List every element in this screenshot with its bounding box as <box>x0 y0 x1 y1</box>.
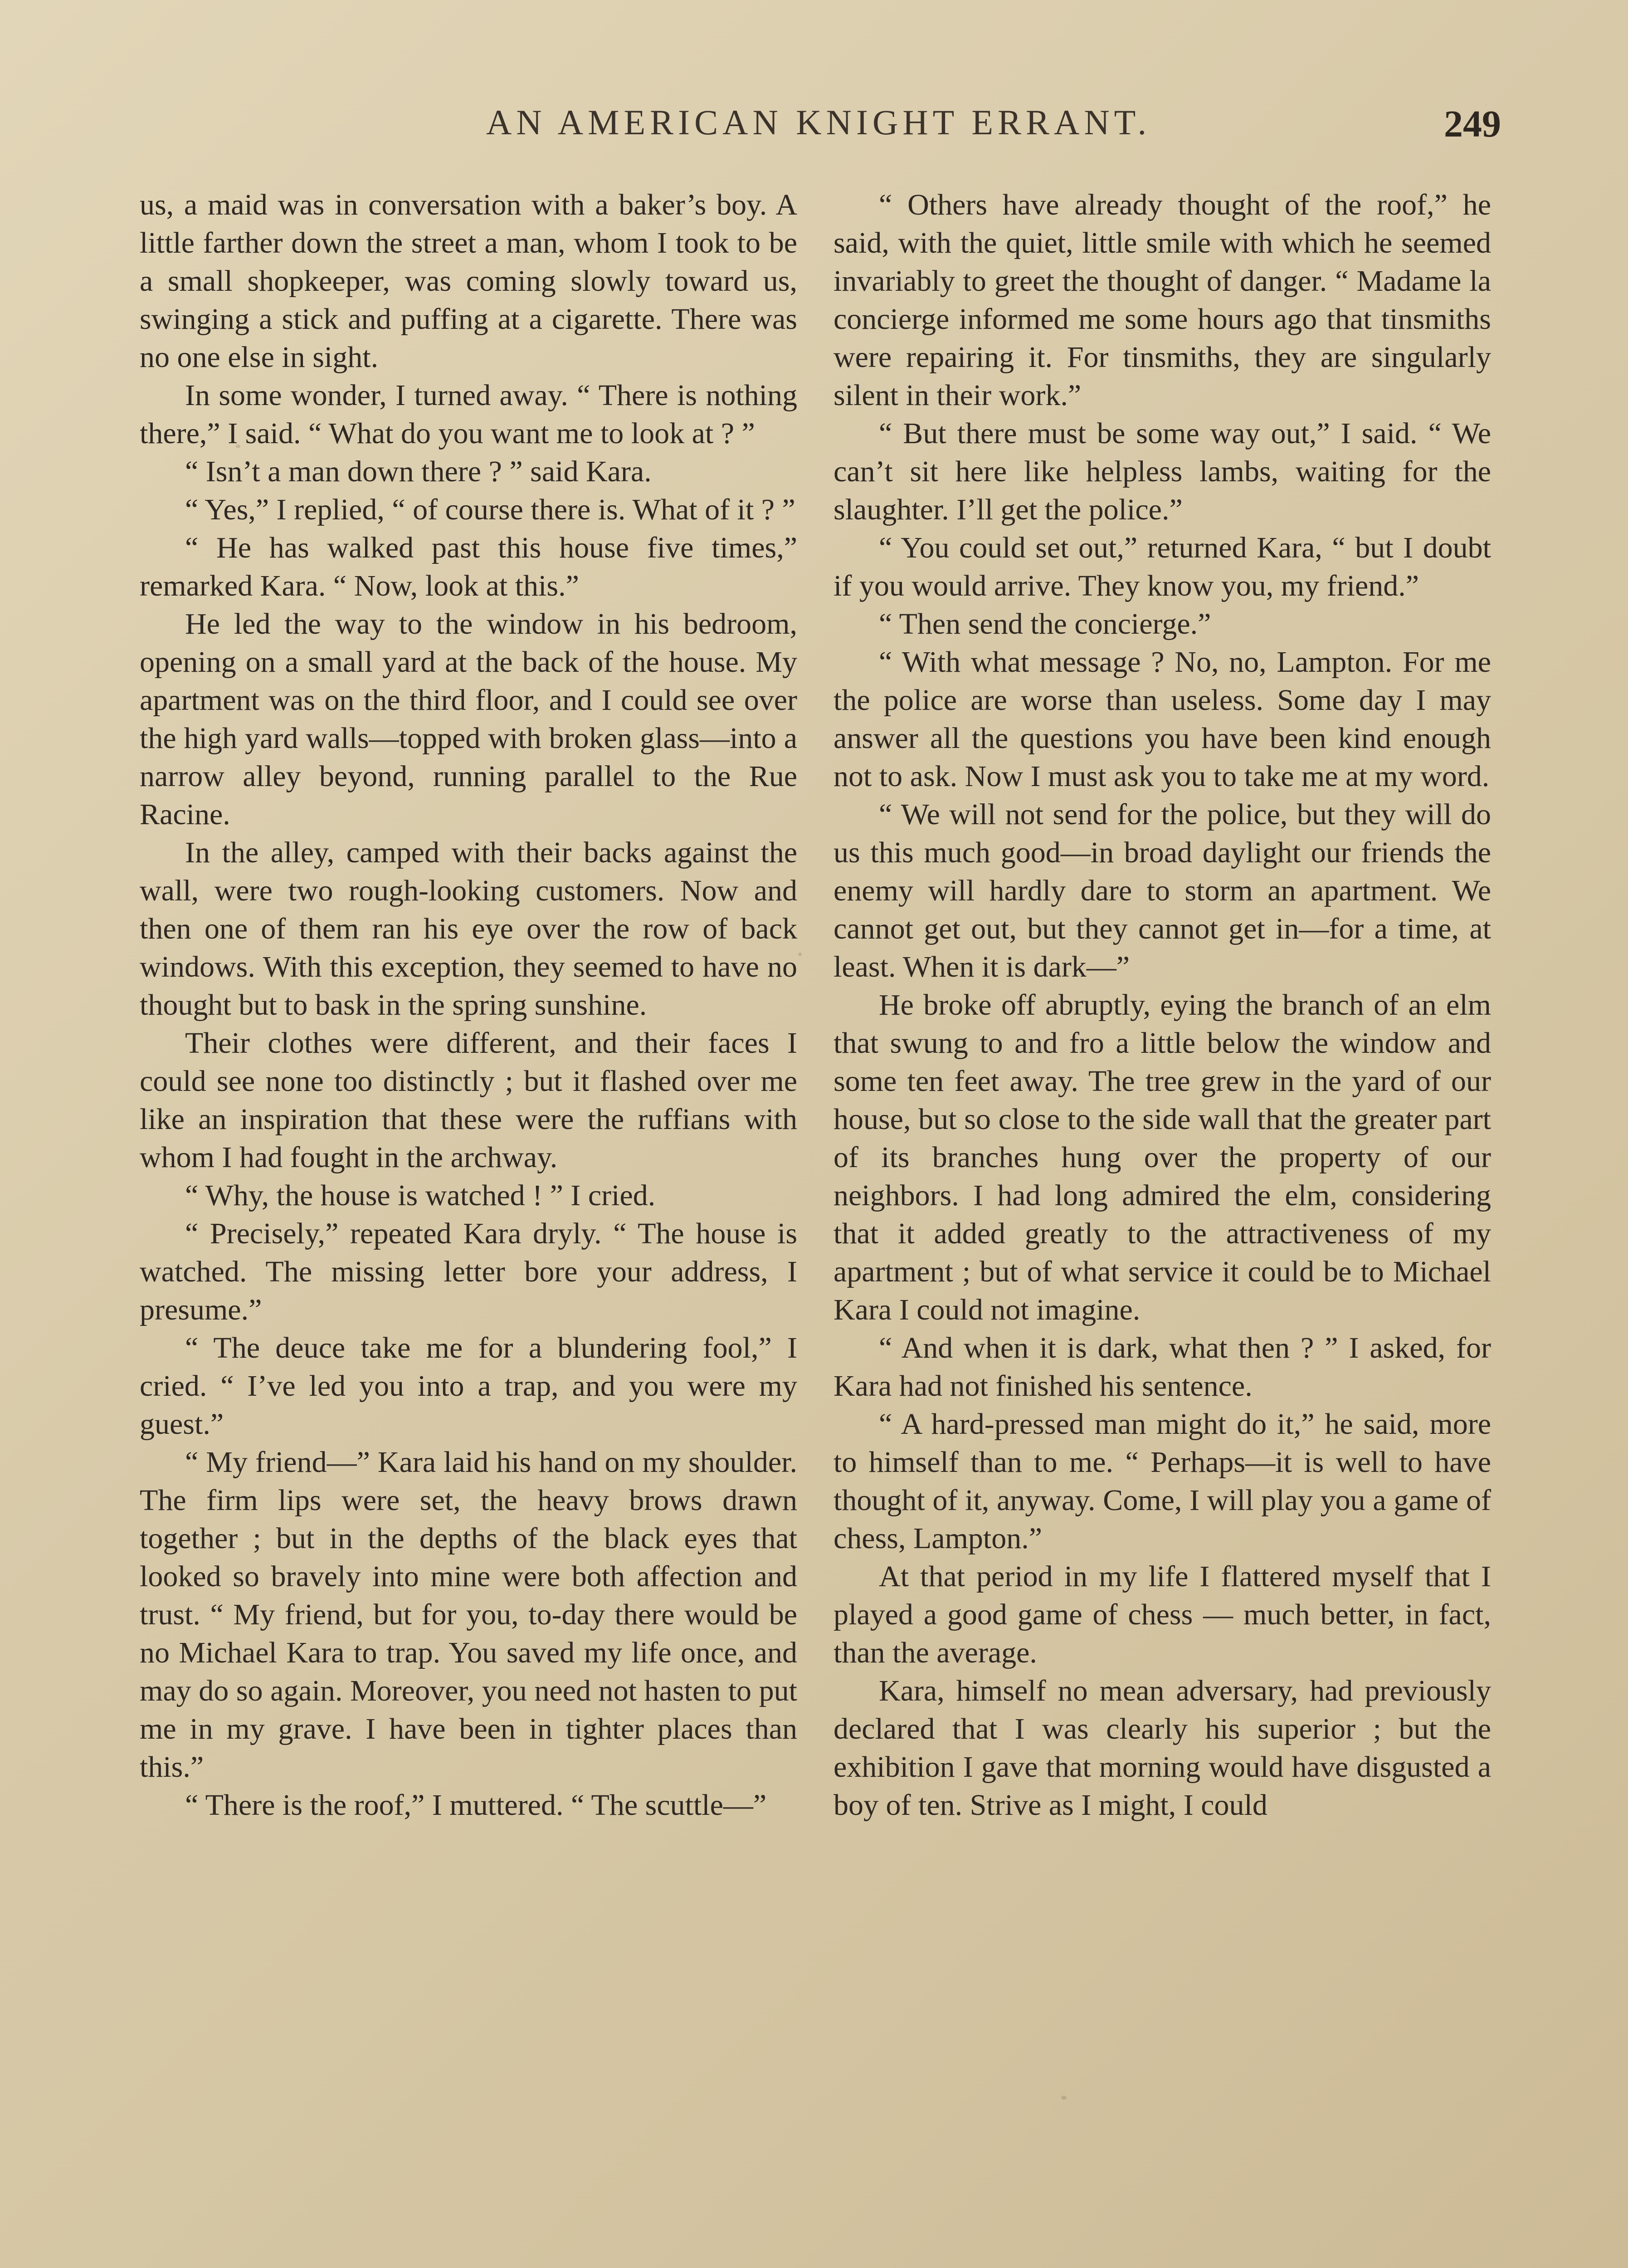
paragraph: Their clothes were different, and their faces I could see none too distinctly ; but it flashed over me like an inspiration that these were the ruffians with whom I had fought in the archway. <box>140 1026 797 1174</box>
paragraph: He led the way to the window in his bedroom, opening on a small yard at the back of the house. My apartment was on the third floor, and I could see over the high yard walls—topped with broken glass—into a narrow alley beyond, running parallel to the Rue Racine. <box>140 607 797 831</box>
paragraph: “ There is the roof,” I muttered. “ The scuttle—” <box>185 1789 767 1822</box>
paragraph: Kara, himself no mean adversary, had previously declared that I was clearly his superior ; but the exhibition I gave that morning would have disgusted a boy of ten. Strive as I might, I could <box>833 1674 1491 1822</box>
paragraph: “ Yes,” I replied, “ of course there is. What of it ? ” <box>185 493 795 526</box>
page-number: 249 <box>1444 103 1501 145</box>
paragraph: He broke off abruptly, eying the branch of an elm that swung to and fro a little below the window and some ten feet away. The tree grew in the yard of our house, but so close to the side wall that the greater part of its branches hung over the property of our neighbors. I had long admired the elm, considering that it added greatly to the attractiveness of my apartment ; but of what service it could be to Michael Kara I could not imagine. <box>833 988 1491 1326</box>
paragraph: “ You could set out,” returned Kara, “ but I doubt if you would arrive. They know you, my friend.” <box>833 531 1491 602</box>
paragraph: us, a maid was in conversation with a baker’s boy. A little farther down the street a man, whom I took to be a small shopkeeper, was coming slowly toward us, swinging a stick and puffing at a cigarette. There was no one else in sight. <box>140 188 797 374</box>
page-header <box>136 102 1501 152</box>
paragraph: In some wonder, I turned away. “ There is nothing there,” I said. “ What do you want me to look at ? ” <box>140 379 797 450</box>
paragraph: “ But there must be some way out,” I said. “ We can’t sit here like helpless lambs, waiting for the slaughter. I’ll get the police.” <box>833 417 1491 526</box>
paragraph: “ We will not send for the police, but they will do us this much good—in broad daylight our friends the enemy will hardly dare to storm an apartment. We cannot get out, but they cannot get in—for a time, at least. When it is dark—” <box>833 798 1491 983</box>
paragraph: “ Then send the concierge.” <box>879 607 1211 640</box>
paragraph: “ The deuce take me for a blundering fool,” I cried. “ I’ve led you into a trap, and you were my guest.” <box>140 1331 797 1441</box>
paragraph: “ He has walked past this house five times,” remarked Kara. “ Now, look at this.” <box>140 531 797 602</box>
paragraph: “ Why, the house is watched ! ” I cried. <box>185 1179 656 1212</box>
left-column <box>140 186 797 1824</box>
paragraph: At that period in my life I flattered myself that I played a good game of chess — much better, in fact, than the average. <box>833 1560 1491 1669</box>
running-head: AN AMERICAN KNIGHT ERRANT. <box>486 103 1151 142</box>
right-column <box>833 186 1491 1824</box>
paragraph: “ Precisely,” repeated Kara dryly. “ The house is watched. The missing letter bore your address, I presume.” <box>140 1217 797 1326</box>
paragraph: “ Isn’t a man down there ? ” said Kara. <box>185 455 652 488</box>
paragraph: “ With what message ? No, no, Lampton. For me the police are worse than useless. Some day I may answer all the questions you have been kind enough not to ask. Now I must ask you to take me at my word. <box>833 645 1491 793</box>
paragraph: “ A hard-pressed man might do it,” he said, more to himself than to me. “ Perhaps—it is well to have thought of it, anyway. Come, I will play you a game of chess, Lampton.” <box>833 1408 1491 1555</box>
paragraph: “ My friend—” Kara laid his hand on my shoulder. The firm lips were set, the heavy brows drawn together ; but in the depths of the black eyes that looked so bravely into mine were both affection and trust. “ My friend, but for you, to-day there would be no Michael Kara to trap. You saved my life once, and may do so again. Moreover, you need not hasten to put me in my grave. I have been in tighter places than this.” <box>140 1446 797 1784</box>
paragraph: “ And when it is dark, what then ? ” I asked, for Kara had not finished his sentence. <box>833 1331 1491 1403</box>
paragraph: In the alley, camped with their backs against the wall, were two rough-looking customers. Now and then one of them ran his eye over the row of back windows. With this exception, they seemed to have no thought but to bask in the spring sunshine. <box>140 836 797 1022</box>
paragraph: “ Others have already thought of the roof,” he said, with the quiet, little smile with which he seemed invariably to greet the thought of danger. “ Madame la concierge informed me some hours ago that tinsmiths were repairing it. For tinsmiths, they are singularly silent in their work.” <box>833 188 1491 412</box>
